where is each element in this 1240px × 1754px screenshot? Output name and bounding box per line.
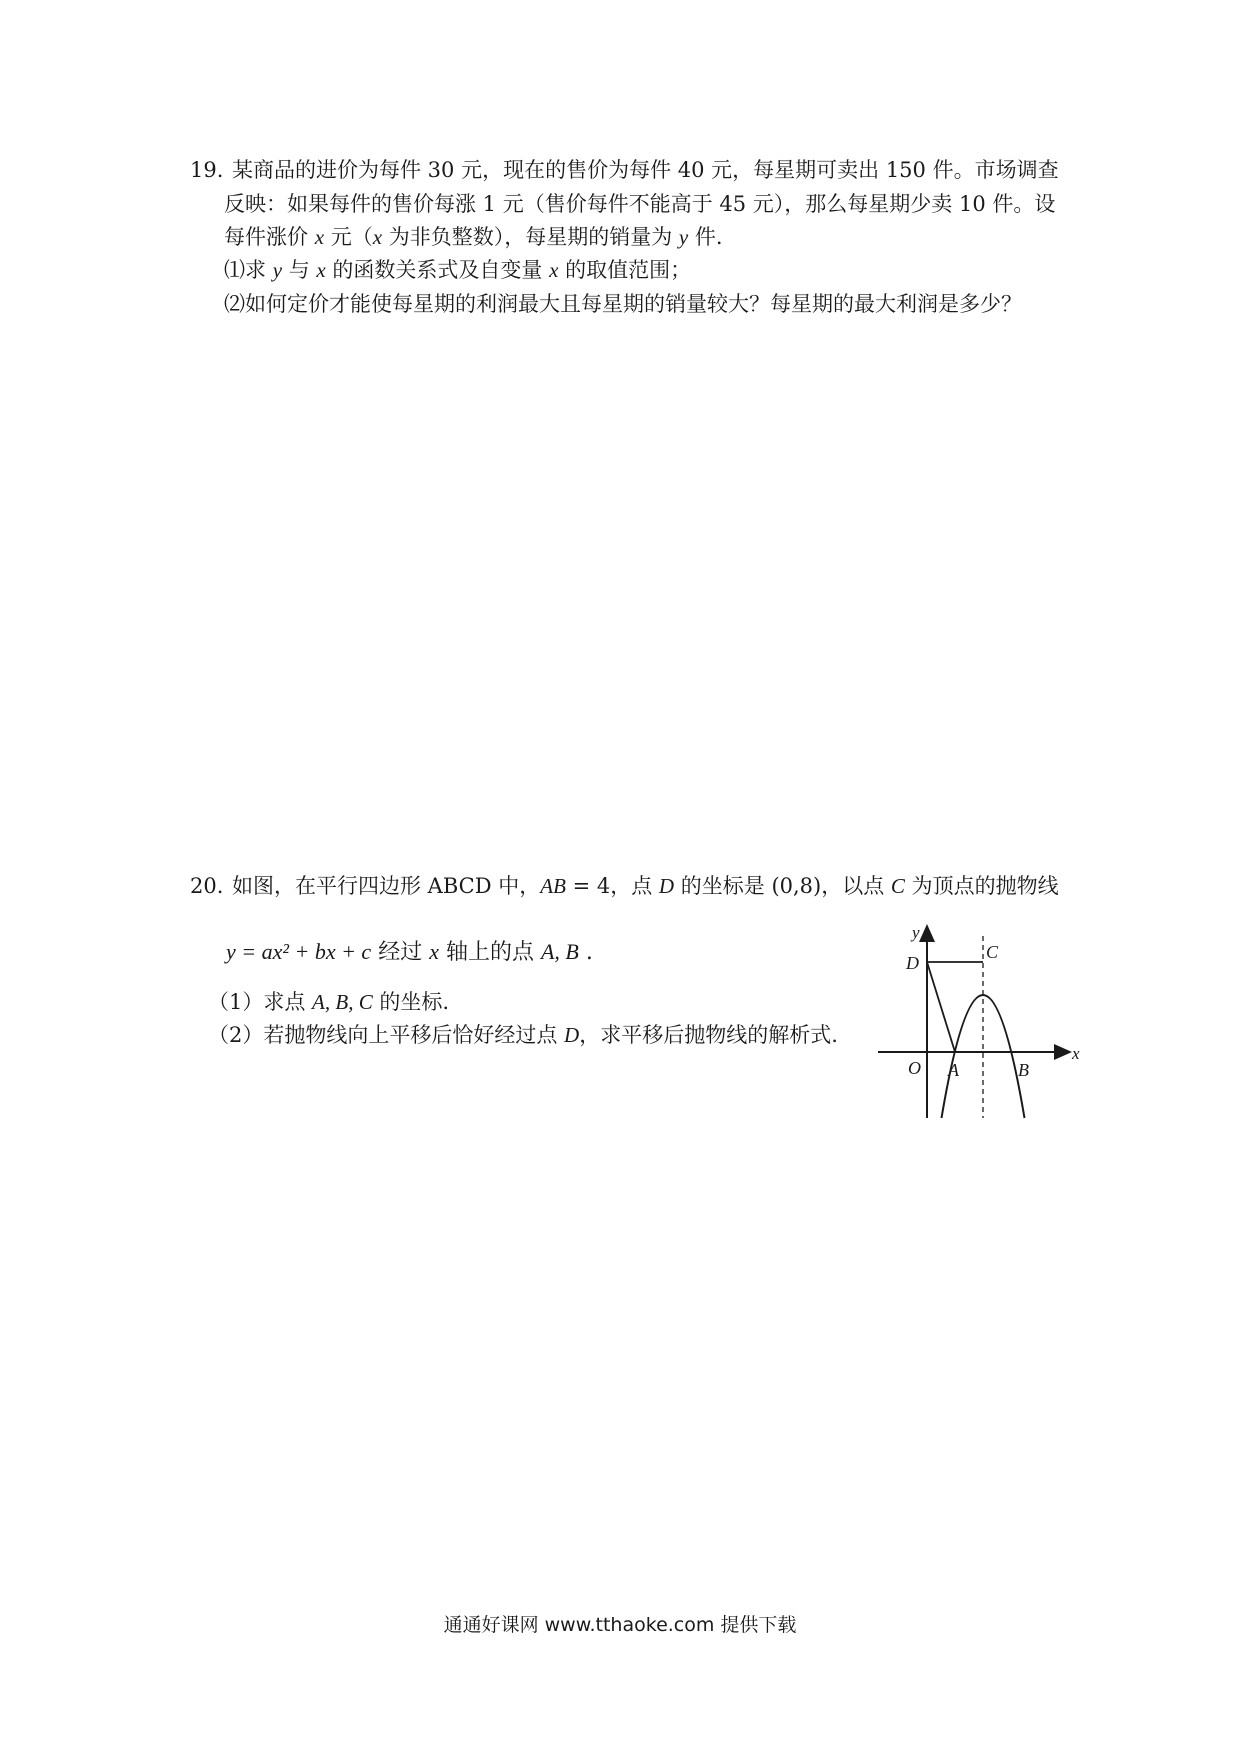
parabola-curve [942,995,1025,1118]
q19-part2: ⑵如何定价才能使每星期的利润最大且每星期的销量较大？每星期的最大利润是多少？ [224,292,1022,316]
q20-part1: （1）求点 A, B, C 的坐标. [208,990,450,1014]
q19-number: 19. [190,158,224,182]
q20-part2: （2）若抛物线向上平移后恰好经过点 D，求平移后抛物线的解析式. [208,1023,838,1047]
parabola-formula: y = ax² + bx + c [226,939,372,964]
label-x: x [1072,1044,1080,1063]
label-B: B [1018,1060,1029,1080]
q20-line1: 如图，在平行四边形 ABCD 中，AB = 4，点 D 的坐标是 (0,8)，以点 C 为顶点的抛物线 [232,874,1059,898]
label-y: y [912,923,920,942]
segment-DA [927,962,955,1052]
label-A: A [948,1060,959,1080]
q19-part1: ⑴求 y 与 x 的函数关系式及自变量 x 的取值范围； [224,258,692,282]
q19-line3: 每件涨价 x 元（x 为非负整数），每星期的销量为 y 件. [224,225,723,249]
label-O: O [908,1058,921,1078]
q20-formula-line: y = ax² + bx + c 经过 x 轴上的点 A, B . [226,939,593,965]
q19-line1: 某商品的进价为每件 30 元，现在的售价为每件 40 元，每星期可卖出 150 件。市场调查 [232,158,1059,182]
label-C: C [986,942,999,962]
label-D: D [906,953,919,973]
footer-source: 通通好课网 www.tthaoke.com 提供下载 [443,1614,797,1636]
q20-number: 20. [190,874,224,898]
q19-line2: 反映：如果每件的售价每涨 1 元（售价每件不能高于 45 元），那么每星期少卖 10 件。设 [224,192,1056,216]
